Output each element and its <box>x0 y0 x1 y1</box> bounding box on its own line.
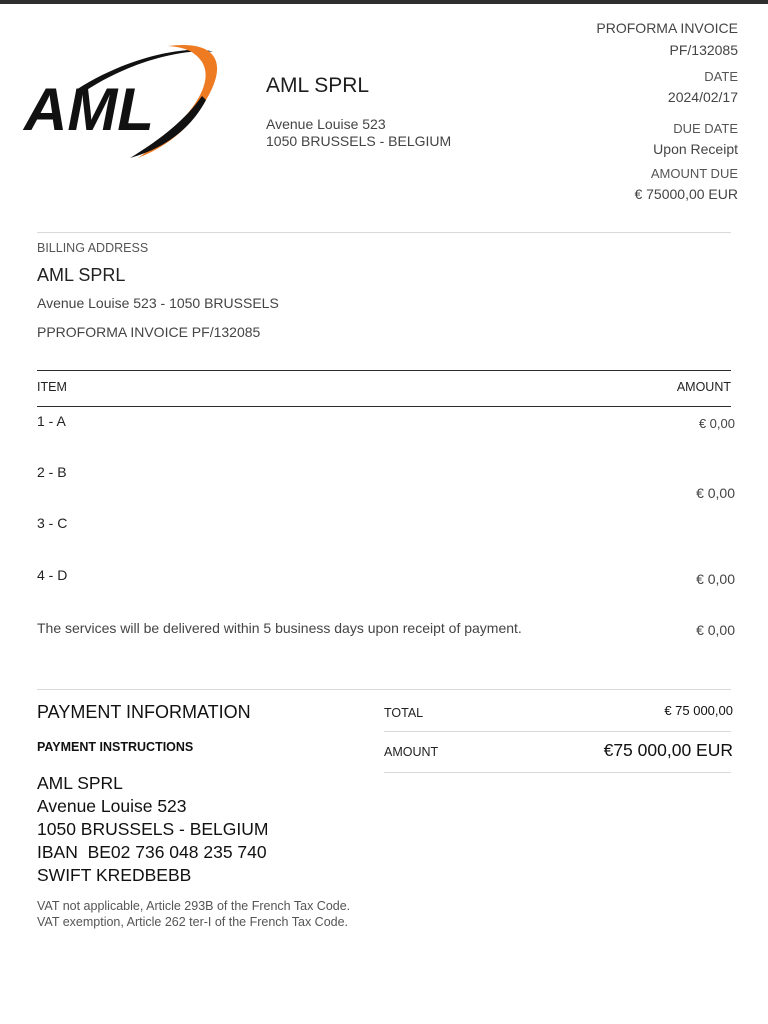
billing-address: Avenue Louise 523 - 1050 BRUSSELS <box>37 295 279 311</box>
vat-note: VAT exemption, Article 262 ter-I of the French Tax Code. <box>37 915 349 929</box>
table-row-item-label: 3 - C <box>37 515 68 531</box>
payment-line-city: 1050 BRUSSELS - BELGIUM <box>37 819 269 839</box>
total-label: TOTAL <box>384 706 424 720</box>
table-header-rule <box>37 406 731 407</box>
total-value: € 75 000,00 <box>664 703 733 718</box>
divider <box>384 772 731 773</box>
payment-line-name: AML SPRL <box>37 773 123 793</box>
due-date: Upon Receipt <box>653 141 738 157</box>
amount-due: € 75000,00 EUR <box>634 186 738 202</box>
amount-value: €75 000,00 EUR <box>603 740 733 760</box>
vat-note: VAT not applicable, Article 293B of the French Tax Code. <box>37 899 351 913</box>
company-address-line1: Avenue Louise 523 <box>266 116 386 132</box>
billing-reference: PPROFORMA INVOICE PF/132085 <box>37 324 261 340</box>
table-row-amount: € 0,00 <box>696 571 735 587</box>
date-label: DATE <box>704 69 738 84</box>
table-row-item-label: 4 - D <box>37 567 68 583</box>
payment-line-street: Avenue Louise 523 <box>37 796 187 816</box>
top-bar <box>0 0 768 4</box>
billing-address-label: BILLING ADDRESS <box>37 241 149 255</box>
payment-line-iban: IBAN BE02 736 048 235 740 <box>37 842 267 862</box>
divider <box>37 689 731 690</box>
billing-name: AML SPRL <box>37 265 126 285</box>
table-row-amount: € 0,00 <box>696 485 735 501</box>
company-address <box>266 116 451 150</box>
amount-due-label: AMOUNT DUE <box>650 166 738 181</box>
column-header-amount: AMOUNT <box>676 380 731 394</box>
payment-instructions-label: PAYMENT INSTRUCTIONS <box>37 740 194 754</box>
aml-logo-graphic <box>18 38 233 168</box>
invoice-number: PF/132085 <box>669 42 738 58</box>
company-address-line2: 1050 BRUSSELS - BELGIUM <box>266 133 452 149</box>
delivery-note: The services will be delivered within 5 business days upon receipt of payment. <box>37 620 522 636</box>
payment-details <box>37 772 268 887</box>
invoice-date: 2024/02/17 <box>667 89 738 105</box>
company-logo <box>18 38 233 168</box>
divider <box>37 232 731 233</box>
amount-label: AMOUNT <box>384 745 439 759</box>
logo-text: AML <box>24 76 154 143</box>
table-row-item-label: 2 - B <box>37 464 67 480</box>
company-name: AML SPRL <box>266 74 370 97</box>
table-top-rule <box>37 370 731 371</box>
vat-notes <box>37 898 350 930</box>
document-type: PROFORMA INVOICE <box>596 20 738 36</box>
table-row-item-label: 1 - A <box>37 413 66 429</box>
delivery-note-amount: € 0,00 <box>696 622 735 638</box>
divider <box>384 731 731 732</box>
column-header-item: ITEM <box>37 380 67 394</box>
payment-line-swift: SWIFT KREDBEBB <box>37 865 192 885</box>
payment-information-title: PAYMENT INFORMATION <box>37 702 251 722</box>
due-date-label: DUE DATE <box>673 121 738 136</box>
table-row-amount: € 0,00 <box>698 416 735 431</box>
